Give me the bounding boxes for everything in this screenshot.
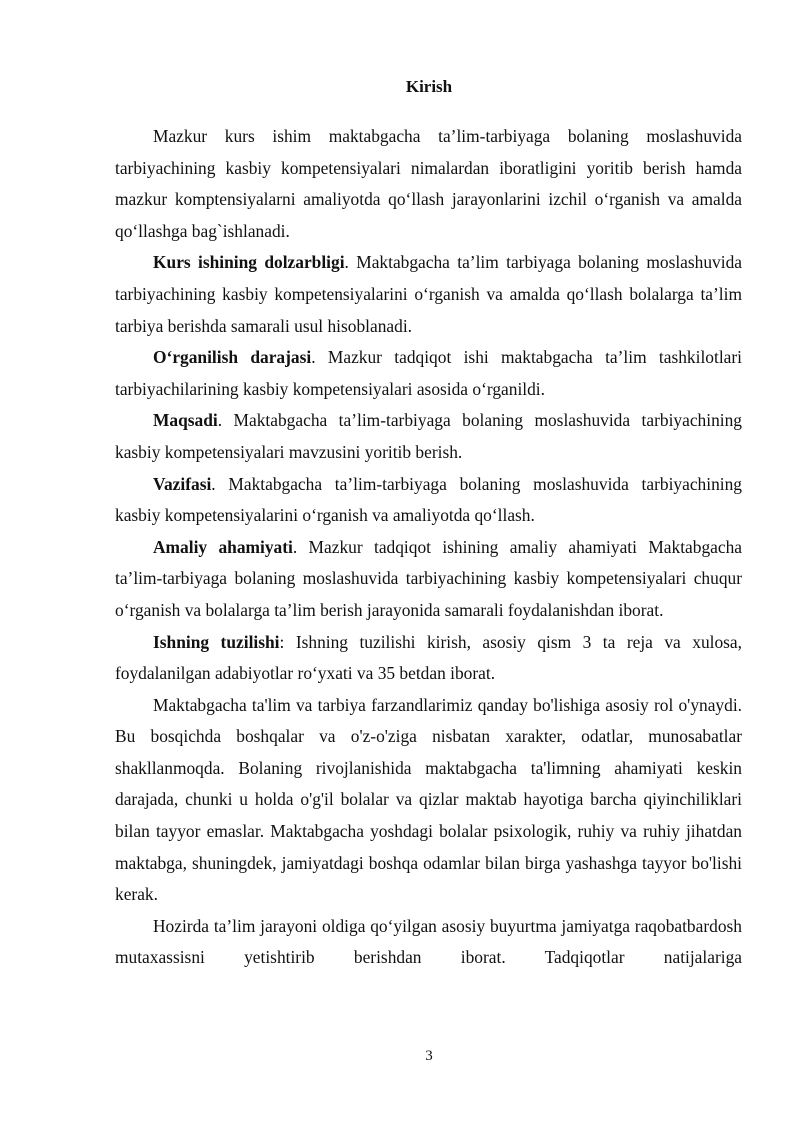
paragraph-separator: . [344,252,349,273]
paragraph-text: Mazkur kurs ishim maktabgacha ta’lim-tarbiyaga bolaning moslashuvida tarbiyachining kasbiy kompetensiyalari nimalardan iboratligini yoritib berish hamda mazkur komptensiyalarni amaliyotda qo‘llash jarayonlarini izchil o‘rganish va amalda qo‘llashga bag`ishlanadi. [115,126,742,241]
paragraph-intro [115,121,742,247]
paragraph-goal [115,405,742,468]
paragraph-separator: . [217,410,223,431]
paragraph-structure [115,627,742,690]
paragraph-preschool-education [115,690,742,911]
paragraph-relevance [115,247,742,342]
paragraph-separator: : [279,631,285,652]
paragraph-text: Maktabgacha ta’lim-tarbiyaga bolaning moslashuvida tarbiyachining kasbiy kompetensiyalari mavzusini yoritib berish. [115,410,742,462]
paragraph-text: Ishning tuzilishi kirish, asosiy qism 3 ta reja va xulosa, foydalanilgan adabiyotlar ro‘yxati va 35 betdan iborat. [115,631,742,684]
paragraph-heading: O‘rganilish darajasi [153,347,312,368]
paragraph-task [115,469,742,532]
paragraph-current-process [115,911,742,974]
document-body [115,121,742,974]
paragraph-text: Maktabgacha ta’lim-tarbiyaga bolaning moslashuvida tarbiyachining kasbiy kompetensiyalarini o‘rganish va amaliyotda qo‘llash. [115,473,742,526]
paragraph-heading: Amaliy ahamiyati [153,536,293,557]
paragraph-text: Mazkur tadqiqot ishi maktabgacha ta’lim tashkilotlari tarbiyachilarining kasbiy kompetensiyalari asosida o‘rganildi. [115,347,742,399]
paragraph-heading: Kurs ishining dolzarbligi [153,252,345,273]
paragraph-text: Maktabgacha ta'lim va tarbiya farzandlarimiz qanday bo'lishiga asosiy rol o'ynaydi. Bu bosqichda boshqalar va o'z-o'ziga nisbatan xarakter, odatlar, munosabatlar shakllanmoqda. Bolaning rivojlanishida maktabgacha ta'limning ahamiyati keskin darajada, chunki u holda o'g'il bolalar va qizlar maktab hayotiga barcha qiyinchiliklari bilan tayyor emaslar. Maktabgacha yoshdagi bolalar psixologik, ruhiy va ruhiy jihatdan maktabga, shuningdek, jamiyatdagi boshqa odamlar bilan birga yashashga tayyor bo'lishi kerak. [115,694,742,905]
paragraph-heading: Vazifasi [153,473,212,494]
page-title: Kirish [405,77,453,96]
page-number: 3 [425,1048,433,1064]
paragraph-heading: Maqsadi [153,410,218,431]
paragraph-study-level [115,342,742,405]
paragraph-separator: . [292,536,298,557]
paragraph-text: Hozirda ta’lim jarayoni oldiga qo‘yilgan asosiy buyurtma jamiyatga raqobatbardosh mutaxassisni yetishtirib berishdan iborat. Tadqiqotlar natijalariga [115,915,742,968]
paragraph-separator: . [211,473,216,494]
paragraph-text: Maktabgacha ta’lim tarbiyaga bolaning moslashuvida tarbiyachining kasbiy kompetensiyalarini o‘rganish va amalda qo‘llash bolalarga ta’lim tarbiya berishda samarali usul hisoblanadi. [115,252,742,336]
paragraph-practical-value [115,532,742,627]
paragraph-heading: Ishning tuzilishi [153,631,280,652]
paragraph-text: Mazkur tadqiqot ishining amaliy ahamiyati Maktabgacha ta’lim-tarbiyaga bolaning moslashuvida tarbiyachining kasbiy kompetensiyalari chuqur o‘rganish va bolalarga ta’lim berish jarayonida samarali foydalanishdan iborat. [115,536,742,620]
paragraph-separator: . [311,347,316,368]
